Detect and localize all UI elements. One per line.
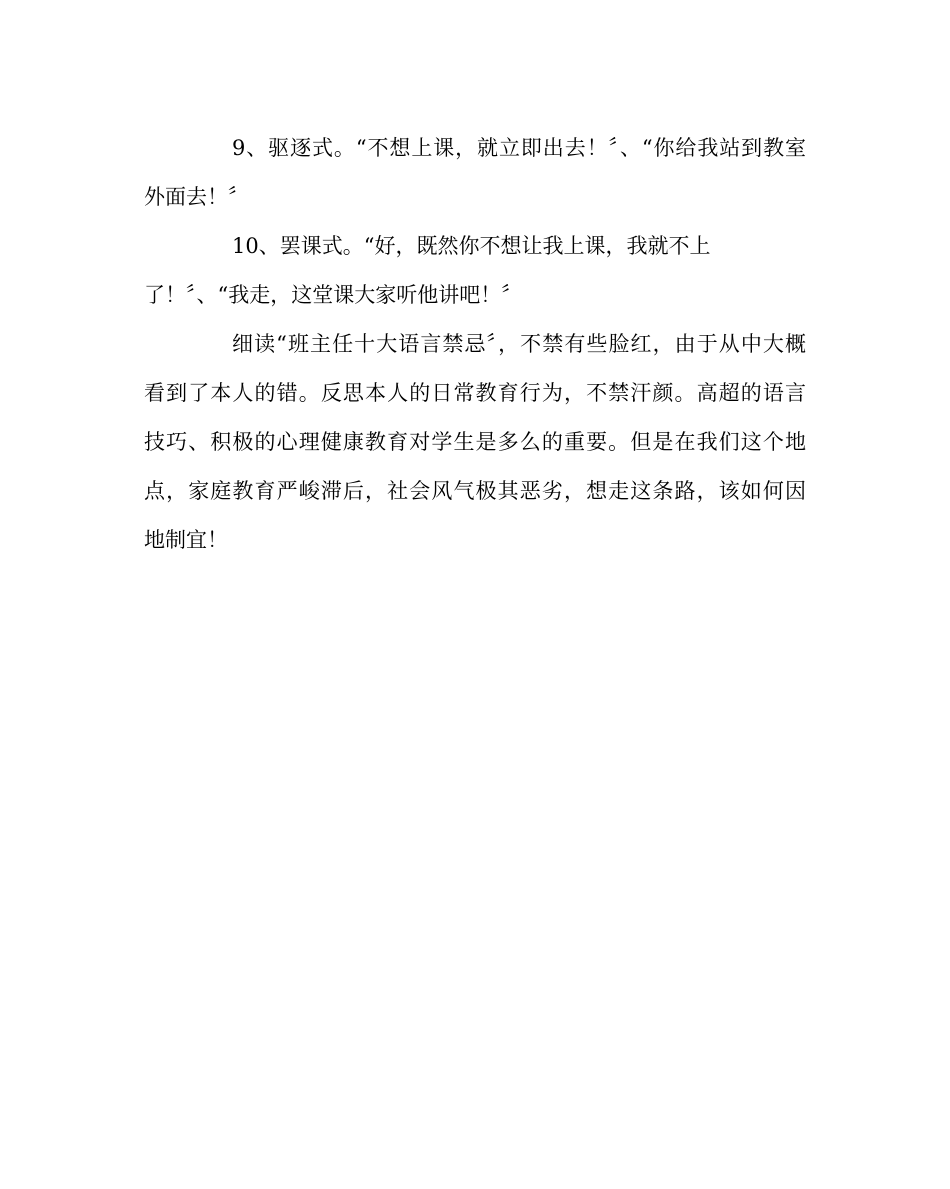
paragraph-3-line-4: 点，家庭教育严峻滞后，社会风气极其恶劣，想走这条路，该如何因: [144, 479, 806, 503]
paragraph-1-line-2: 外面去！〞: [144, 185, 249, 209]
paragraph-3-line-1: 细读“班主任十大语言禁忌〞，不禁有些脸红，由于从中大概: [232, 332, 806, 356]
paragraph-2-line-2: 了！〞、“我走，这堂课大家听他讲吧！〞: [144, 283, 523, 307]
paragraph-3-line-5: 地制宜！: [144, 528, 228, 552]
paragraph-3-line-2: 看到了本人的错。反思本人的日常教育行为，不禁汗颜。高超的语言: [144, 381, 806, 405]
paragraph-3-line-3: 技巧、积极的心理健康教育对学生是多么的重要。但是在我们这个地: [144, 430, 806, 454]
paragraph-2-line-1: 10、罢课式。“好，既然你不想让我上课，我就不上: [232, 234, 711, 258]
paragraph-1-line-1: 9、驱逐式。“不想上课，就立即出去！〞、“你给我站到教室: [232, 136, 806, 160]
